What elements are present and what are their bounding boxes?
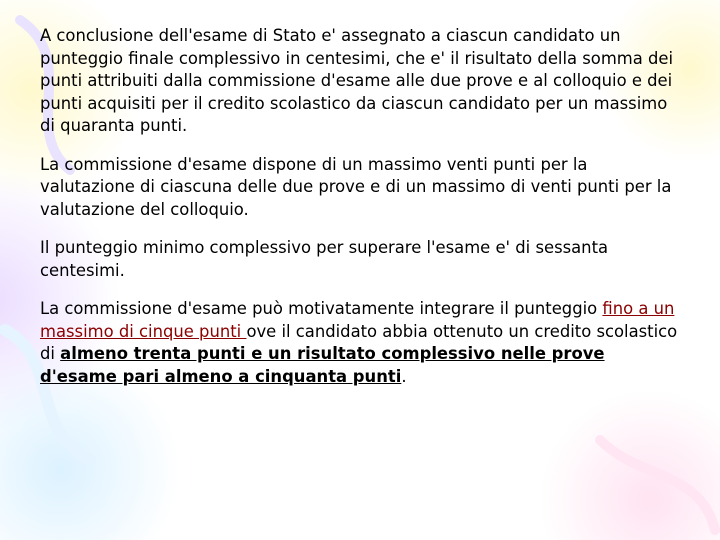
paragraph-3: Il punteggio minimo complessivo per superare l'esame e' di sessanta centesimi. xyxy=(40,238,609,280)
highlight-thirty-fifty-points: almeno trenta punti e un risultato complessivo nelle prove d'esame pari almeno a cinquanta punti xyxy=(40,344,605,386)
paragraph-4-part1: La commissione d'esame può motivatamente integrare il punteggio xyxy=(40,299,603,318)
paragraph-4-end: . xyxy=(401,366,407,386)
paragraph-2: La commissione d'esame dispone di un massimo venti punti per la valutazione di ciascuna delle due prove e di un massimo di venti punti per la valutazione del colloquio. xyxy=(40,154,672,219)
highlight-five-points: fino a un massimo di cinque punti xyxy=(40,299,675,341)
paragraph-4-part2: ove il candidato abbia ottenuto un credito scolastico di xyxy=(40,321,678,363)
document-body xyxy=(40,25,680,404)
paragraph-1: A conclusione dell'esame di Stato e' assegnato a ciascun candidato un punteggio finale complessivo in centesimi, che e' il risultato della somma dei punti attribuiti dalla commissione d'esame alle due prove e al colloquio e dei punti acquisiti per il credito scolastico da ciascun candidato per un massimo di quaranta punti. xyxy=(40,26,674,135)
paragraph-4 xyxy=(40,298,680,388)
